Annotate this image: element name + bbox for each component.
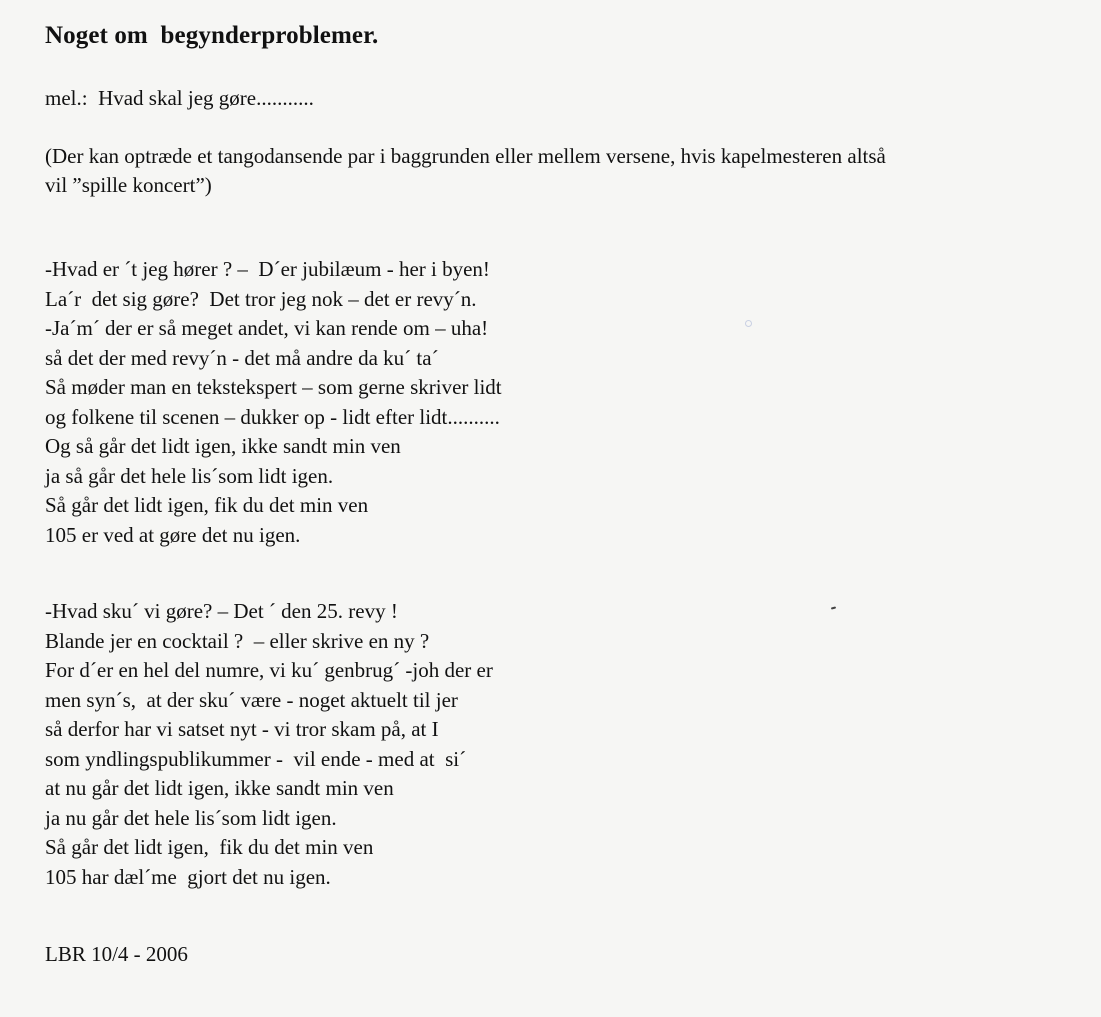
verse-line: ja nu går det hele lis´som lidt igen. <box>45 805 337 830</box>
verse-line: -Ja´m´ der er så meget andet, vi kan rende om – uha! <box>45 316 489 340</box>
verse-line: Blande jer en cocktail ? – eller skrive en ny ? <box>45 628 430 653</box>
author-signature: LBR 10/4 - 2006 <box>45 942 188 966</box>
verse-line: La´r det sig gøre? Det tror jeg nok – det er revy´n. <box>45 286 477 311</box>
melody-line: mel.: Hvad skal jeg gøre........... <box>45 86 314 110</box>
verse-2 <box>45 597 493 892</box>
verse-line: -Hvad sku´ vi gøre? – Det ´ den 25. revy ! <box>45 599 398 623</box>
verse-line: så det der med revy´n - det må andre da ku´ ta´ <box>45 345 439 370</box>
verse-line: og folkene til scenen – dukker op - lidt efter lidt.......... <box>45 404 500 429</box>
stage-note-line: vil ”spille koncert”) <box>45 173 212 197</box>
verse-line: men syn´s, at der sku´ være - noget aktuelt til jer <box>45 687 458 712</box>
stage-note <box>45 142 1095 200</box>
song-title: Noget om begynderproblemer. <box>45 22 379 49</box>
scan-speck <box>745 320 752 327</box>
verse-line: at nu går det lidt igen, ikke sandt min ven <box>45 776 394 800</box>
verse-line: 105 er ved at gøre det nu igen. <box>45 522 301 547</box>
verse-1 <box>45 255 502 550</box>
verse-line: -Hvad er ´t jeg hører ? – D´er jubilæum - her i byen! <box>45 257 490 281</box>
stage-note-line: (Der kan optræde et tangodansende par i baggrunden eller mellem versene, hvis kapelmesteren altså <box>45 144 886 168</box>
verse-line: Så møder man en tekstekspert – som gerne skriver lidt <box>45 375 502 399</box>
verse-line: som yndlingspublikummer - vil ende - med at si´ <box>45 746 467 771</box>
verse-line: Og så går det lidt igen, ikke sandt min ven <box>45 434 401 458</box>
verse-line: Så går det lidt igen, fik du det min ven <box>45 835 374 859</box>
verse-line: For d´er en hel del numre, vi ku´ genbrug´ -joh der er <box>45 658 493 682</box>
verse-line: Så går det lidt igen, fik du det min ven <box>45 493 369 517</box>
verse-line: 105 har dæl´me gjort det nu igen. <box>45 864 331 889</box>
scan-speck <box>831 606 836 609</box>
verse-line: ja så går det hele lis´som lidt igen. <box>45 463 334 488</box>
verse-line: så derfor har vi satset nyt - vi tror skam på, at I <box>45 717 439 741</box>
